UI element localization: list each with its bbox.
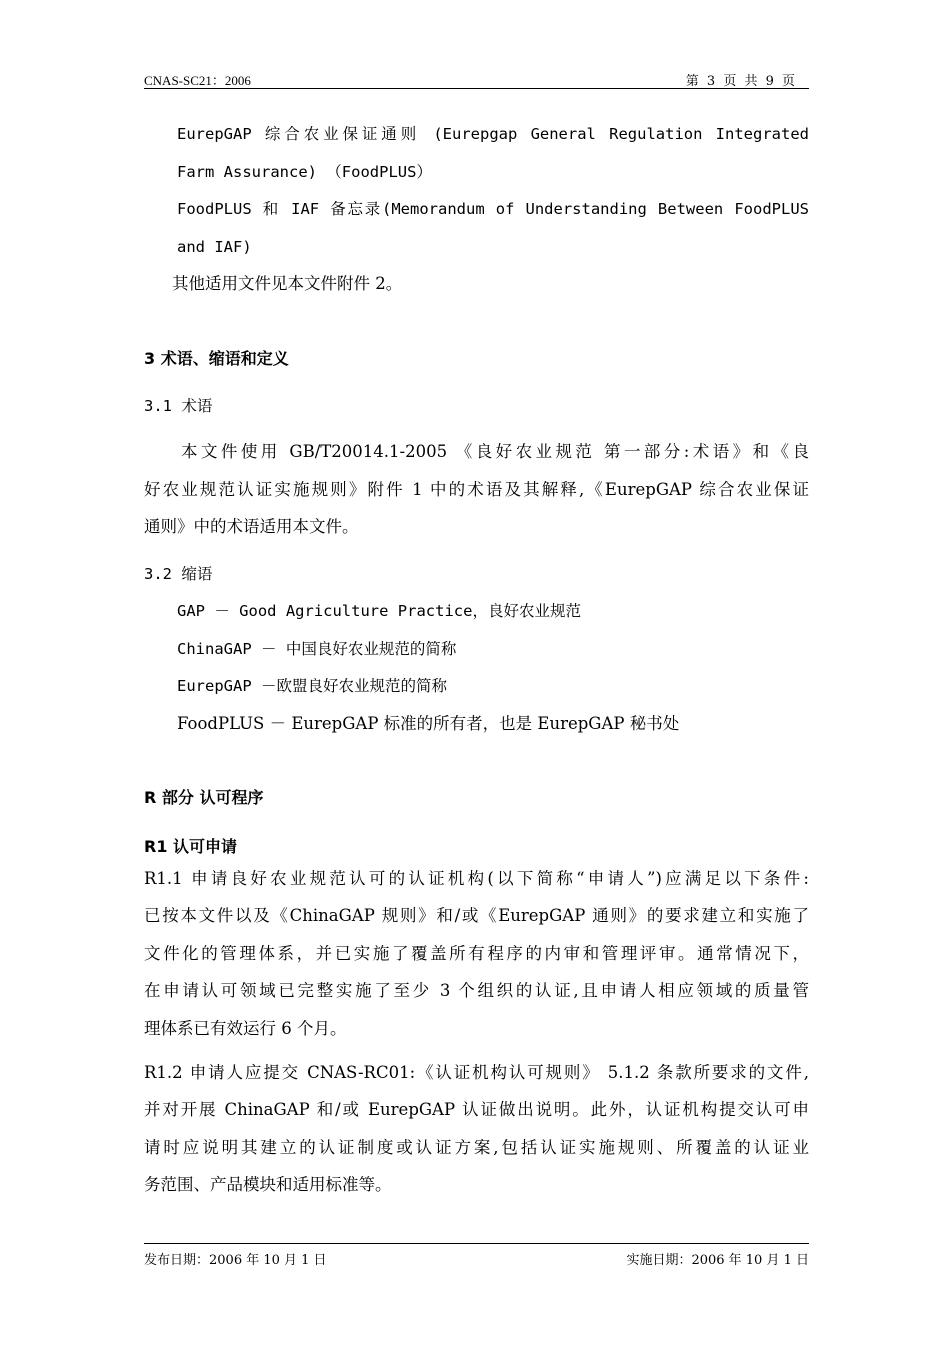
abbreviation-foodplus: FoodPLUS － EurepGAP 标准的所有者，也是 EurepGAP 秘书处 [177, 714, 680, 733]
page-info: 第 3 页 共 9 页 [685, 74, 797, 89]
section-3-title: 3 术语、缩语和定义 [144, 349, 289, 368]
r1-1-line-1: R1.1 申请良好农业规范认可的认证机构(以下简称“申请人”)应满足以下条件: [144, 869, 809, 888]
section-3-1-line-1: 本文件使用 GB/T20014.1-2005 《良好农业规范 第一部分:术语》和《良 [181, 442, 809, 461]
r1-2-line-1: R1.2 申请人应提交 CNAS-RC01:《认证机构认可规则》 5.1.2 条款所要求的文件, [144, 1063, 809, 1082]
reference-1-line-2: Farm Assurance) （FoodPLUS） [177, 163, 432, 181]
abbreviation-chinagap: ChinaGAP － 中国良好农业规范的简称 [177, 640, 457, 658]
r1-1-line-5: 理体系已有效运行 6 个月。 [144, 1019, 347, 1038]
r1-1-line-2: 已按本文件以及《ChinaGAP 规则》和/或《EurepGAP 通则》的要求建立和实施了 [144, 906, 809, 925]
r1-1-line-3: 文件化的管理体系，并已实施了覆盖所有程序的内审和管理评审。通常情况下， [144, 944, 809, 963]
reference-1-line-1: EurepGAP 综合农业保证通则 (Eurepgap General Regulation Integrated [177, 125, 809, 143]
abbreviation-gap: GAP － Good Agriculture Practice，良好农业规范 [177, 602, 581, 620]
abbreviation-eurepgap: EurepGAP －欧盟良好农业规范的简称 [177, 677, 447, 695]
reference-2-line-1: FoodPLUS 和 IAF 备忘录(Memorandum of Understanding Between FoodPLUS [177, 200, 809, 218]
reference-2-line-2: and IAF) [177, 238, 252, 256]
effective-date: 实施日期：2006 年 10 月 1 日 [626, 1253, 809, 1268]
r1-2-line-4: 务范围、产品模块和适用标准等。 [144, 1175, 392, 1194]
page-footer [144, 1243, 809, 1268]
page-header [144, 66, 809, 89]
r1-title: R1 认可申请 [144, 837, 238, 856]
issue-date: 发布日期：2006 年 10 月 1 日 [144, 1253, 327, 1268]
other-references: 其他适用文件见本文件附件 2。 [172, 274, 403, 293]
r1-2-line-3: 请时应说明其建立的认证制度或认证方案,包括认证实施规则、所覆盖的认证业 [144, 1138, 809, 1157]
section-3-1-line-3: 通则》中的术语适用本文件。 [144, 517, 359, 536]
section-3-1-line-2: 好农业规范认证实施规则》附件 1 中的术语及其解释,《EurepGAP 综合农业保证 [144, 480, 809, 499]
r1-2-line-2: 并对开展 ChinaGAP 和/或 EurepGAP 认证做出说明。此外，认证机构提交认可申 [144, 1100, 809, 1119]
doc-code: CNAS-SC21：2006 [144, 73, 251, 88]
section-3-2-title: 3.2 缩语 [144, 565, 213, 583]
part-r-title: R 部分 认可程序 [144, 788, 264, 807]
r1-1-line-4: 在申请认可领域已完整实施了至少 3 个组织的认证,且申请人相应领域的质量管 [144, 981, 809, 1000]
section-3-1-title: 3.1 术语 [144, 397, 213, 415]
